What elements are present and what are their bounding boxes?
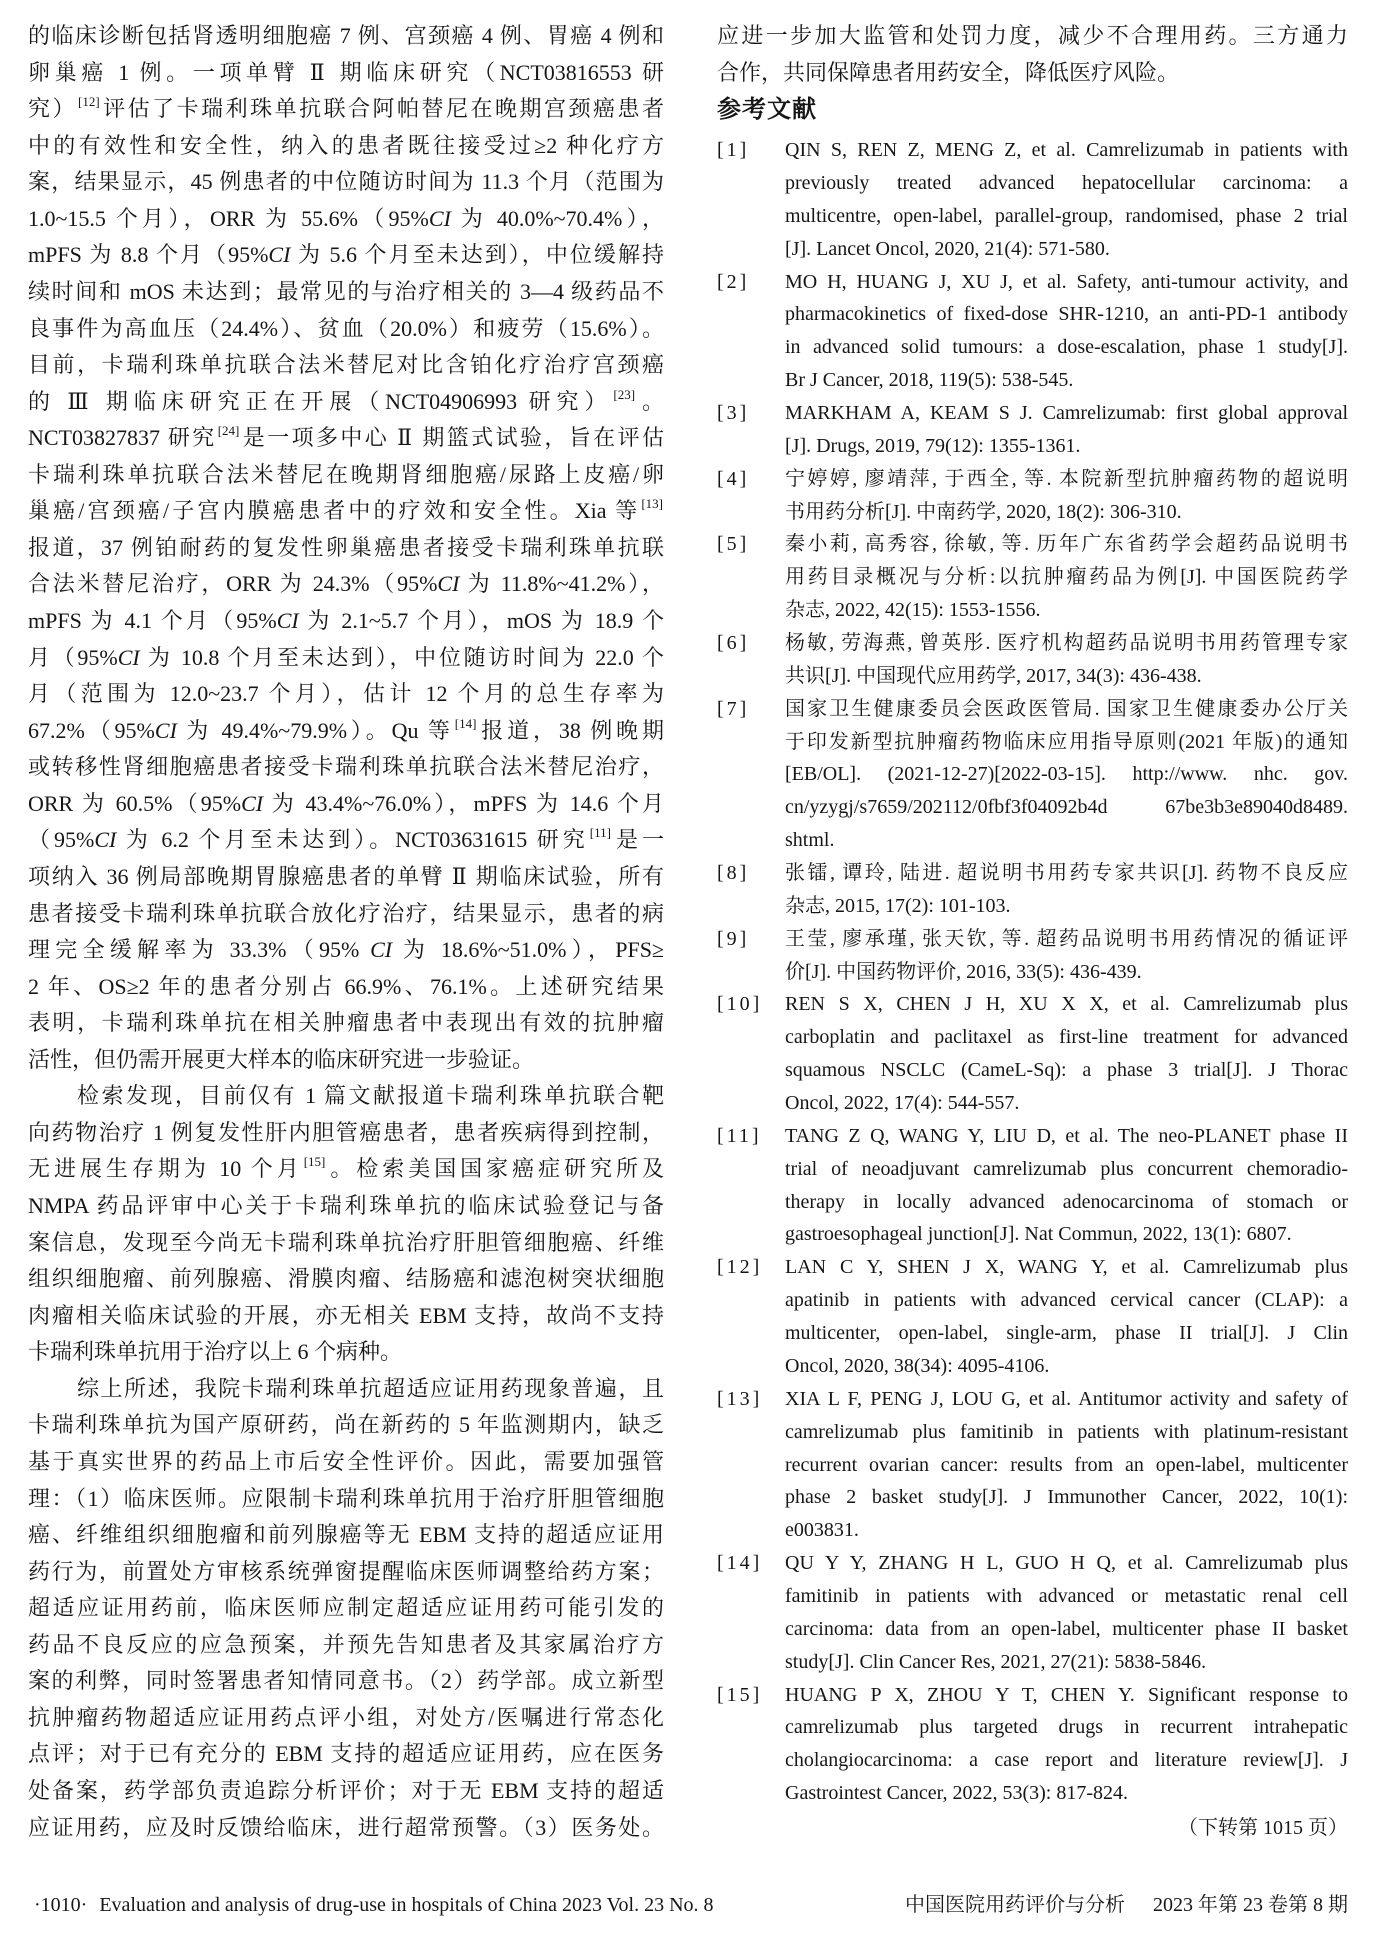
reference-line: squamous NSCLC (CameL-Sq): a phase 3 trial[J]. J Thorac [785,1059,1348,1082]
body-paragraph [28,1371,664,1846]
citation-superscript: [14] [454,715,477,731]
text-run: 究） [28,96,77,122]
text-line: 应证用药，应及时反馈给临床，进行超常预警。（3）医务处。 [28,1814,664,1840]
text-run: 。检索美国国家癌症研究所及 [326,1156,664,1182]
reference-number: [10] [717,993,763,1016]
text-line: 的临床诊断包括肾透明细胞癌 7 例、宫颈癌 4 例、胃癌 4 例和 [28,23,664,48]
reference-number: [7] [717,697,750,720]
text-run: 合法米替尼治疗，ORR 为 24.3%（95% [28,571,438,597]
text-line: 组织细胞瘤、前列腺癌、滑膜肉瘤、结肠癌和滤泡树突状细胞 [28,1266,664,1292]
reference-item [717,134,1348,265]
reference-line: TANG Z Q, WANG Y, LIU D, et al. The neo-PLANET phase II [785,1124,1348,1147]
reference-line: REN S X, CHEN J H, XU X X, et al. Camrelizumab plus [785,993,1348,1016]
reference-line: gastroesophageal junction[J]. Nat Commun, 2022, 13(1): 6807. [785,1223,1292,1246]
reference-number: [11] [717,1124,762,1147]
reference-number: [5] [717,533,750,556]
text-line: 良事件为高血压（24.4%）、贫血（20.0%）和疲劳（15.6%）。 [28,315,664,341]
text-line: 或转移性肾细胞癌患者接受卡瑞利珠单抗联合法米替尼治疗， [28,754,664,780]
text-line [28,603,664,640]
reference-line: [EB/OL]. (2021-12-27)[2022-03-15]. http://www. nhc. gov. [785,763,1348,786]
text-run: 67.2%（95% [28,717,155,743]
reference-number: [8] [717,862,750,885]
reference-item [717,693,1348,857]
body-paragraph [28,18,664,1078]
italic-term: CI [276,608,299,633]
text-line [28,493,664,530]
reference-line: 宁婷婷, 廖靖萍, 于西全, 等. 本院新型抗肿瘤药物的超说明 [785,467,1348,490]
text-run: 为 43.4%~76.0%），mPFS 为 14.6 个月 [263,790,665,816]
reference-number: [3] [717,402,750,424]
reference-list [717,134,1348,1810]
reference-line: carboplatin and paclitaxel as first-line treatment for advanced [785,1026,1348,1049]
text-line: 中的有效性和安全性，纳入的患者既往接受过≥2 种化疗方 [28,132,664,158]
text-run: 是一 [611,827,664,853]
text-line: 综上所述，我院卡瑞利珠单抗超适应证用药现象普遍，且 [77,1375,664,1401]
text-line [28,932,664,969]
reference-line: 秦小莉, 高秀容, 徐敏, 等. 历年广东省药学会超药品说明书 [785,533,1348,556]
text-line: 目前，卡瑞利珠单抗联合法米替尼对比含铂化疗治疗宫颈癌 [28,352,664,378]
reference-line: 价[J]. 中国药物评价, 2016, 33(5): 436-439. [785,960,1142,983]
reference-text [785,923,1348,989]
text-run: 报道，38 例晚期 [477,717,664,743]
text-line: 处备案，药学部负责追踪分析评价；对于无 EBM 支持的超适 [28,1778,664,1803]
reference-item [717,1120,1348,1251]
reference-line: 杂志, 2022, 42(15): 1553-1556. [785,599,1041,622]
text-run: 为 10.8 个月至未达到），中位随访时间为 22.0 个 [139,644,664,670]
reference-line: study[J]. Clin Cancer Res, 2021, 27(21): 5838-5846. [785,1650,1207,1673]
reference-number: [14] [717,1552,763,1575]
reference-line: camrelizumab plus targeted drugs in recurrent intrahepatic [785,1716,1348,1739]
text-line: 药行为，前置处方审核系统弹窗提醒临床医师调整给药方案； [28,1558,664,1584]
text-line [28,384,664,421]
italic-term: CI [268,242,291,268]
text-line: 卵巢癌 1 例。一项单臂 Ⅱ 期临床研究（NCT03816553 研 [28,59,664,85]
italic-term: CI [428,205,451,231]
reference-number: [12] [717,1256,763,1279]
reference-line: carcinoma: data from an open-label, multicenter phase II basket [785,1617,1348,1640]
reference-line: 用药目录概况与分析:以抗肿瘤药品为例[J]. 中国医院药学 [785,566,1348,589]
text-run: 巢癌/宫颈癌/子宫内膜癌患者中的疗效和安全性。Xia 等 [28,498,641,524]
journal-title-cn: 中国医院用药评价与分析 [905,1894,1125,1916]
italic-term: CI [437,571,460,597]
text-line: 案信息，发现至今尚无卡瑞利珠单抗治疗肝胆管细胞癌、纤维 [28,1229,664,1255]
reference-line: MO H, HUANG J, XU J, et al. Safety, anti-tumour activity, and [785,270,1348,293]
reference-line: Oncol, 2022, 17(4): 544-557. [785,1092,1020,1115]
text-line [28,91,664,128]
reference-text [785,463,1348,529]
reference-item [717,1251,1348,1382]
reference-line: famitinib in patients with advanced or metastatic renal cell [785,1584,1348,1607]
reference-item [717,1547,1348,1678]
reference-text [785,857,1348,923]
left-column [28,18,664,1846]
reference-text [785,693,1348,857]
citation-superscript: [11] [589,825,611,841]
text-run: 为 49.4%~79.9%）。Qu 等 [176,717,454,743]
text-line: 卡瑞利珠单抗联合法米替尼在晚期肾细胞癌/尿路上皮癌/卵 [28,461,664,487]
text-run: 为 5.6 个月至未达到），中位缓解持 [290,242,664,268]
text-run: 无进展生存期为 10 个月 [28,1156,303,1182]
issue-info: 2023 年第 23 卷第 8 期 [1153,1894,1348,1916]
text-run: mPFS 为 8.8 个月（95% [28,242,269,268]
text-line: 案的利弊，同时签署患者知情同意书。（2）药学部。成立新型 [28,1668,664,1694]
text-line: 向药物治疗 1 例复发性肝内胆管癌患者，患者疾病得到控制， [28,1119,664,1145]
text-line: 理：（1）临床医师。应限制卡瑞利珠单抗用于治疗肝胆管细胞 [28,1485,664,1511]
reference-item [717,397,1348,463]
text-run: 为 2.1~5.7 个月），mOS 为 18.9 个 [298,608,664,633]
reference-text [785,988,1348,1119]
text-run: ORR 为 60.5%（95% [28,790,242,816]
reference-line: [J]. Lancet Oncol, 2020, 21(4): 571-580. [785,237,1110,260]
text-line: 2 年、OS≥2 年的患者分别占 66.9%、76.1%。上述研究结果 [28,973,664,999]
reference-item [717,463,1348,529]
reference-line: XIA L F, PENG J, LOU G, et al. Antitumor activity and safety of [785,1387,1348,1410]
reference-line: shtml. [785,829,835,852]
reference-number: [4] [717,467,750,490]
text-line: 抗肿瘤药物超适应证用药点评小组，对处方/医嘱进行常态化 [28,1704,664,1730]
reference-line: therapy in locally advanced adenocarcinoma of stomach or [785,1190,1348,1213]
text-run: 月（95% [28,644,118,670]
text-run: 1.0~15.5 个月），ORR 为 55.6%（95% [28,205,429,231]
reference-item [717,988,1348,1119]
reference-line: Gastrointest Cancer, 2022, 53(3): 817-824. [785,1782,1129,1805]
reference-number: [13] [717,1387,763,1410]
italic-term: CI [241,790,264,816]
reference-text [785,1547,1348,1678]
text-line: 合作，共同保障患者用药安全，降低医疗风险。 [717,59,1180,85]
text-line [28,201,664,238]
continued-on-page-note: （下转第 1015 页） [1178,1816,1348,1839]
text-line: 活性，但仍需开展更大样本的临床研究进一步验证。 [28,1046,535,1072]
text-line [28,237,664,274]
reference-line: cn/yzygj/s7659/202112/0fbf3f04092b4d 67be3b3e89040d8489. [785,796,1348,819]
italic-term: CI [94,827,117,853]
italic-term: CI [154,717,177,743]
text-line: 点评；对于已有充分的 EBM 支持的超适应证用药，应在医务 [28,1741,664,1767]
text-run: 评估了卡瑞利珠单抗联合阿帕替尼在晚期宫颈癌患者 [100,96,664,122]
page-footer [34,1890,1348,1920]
text-line: 药品不良反应的应急预案，并预先告知患者及其家属治疗方 [28,1631,664,1657]
right-column [717,18,1348,1845]
reference-line: pharmacokinetics of fixed-dose SHR-1210, an anti-PD-1 antibody [785,303,1348,326]
reference-line: 共识[J]. 中国现代应用药学, 2017, 34(3): 436-438. [785,664,1202,687]
reference-number: [9] [717,927,750,950]
text-run: 理完全缓解率为 33.3%（95% [28,937,371,963]
reference-item [717,528,1348,627]
reference-line: 王莹, 廖承瑾, 张天钦, 等. 超药品说明书用药情况的循证评 [785,927,1348,950]
journal-title-en: Evaluation and analysis of drug-use in hospitals of China 2023 Vol. 23 No. 8 [99,1894,714,1916]
reference-line: LAN C Y, SHEN J X, WANG Y, et al. Camrelizumab plus [785,1256,1348,1279]
text-run: 。 [636,388,664,414]
reference-line: previously treated advanced hepatocellular carcinoma: a [785,171,1348,194]
reference-line: trial of neoadjuvant camrelizumab plus concurrent chemoradio- [785,1157,1348,1180]
reference-line: QU Y Y, ZHANG H L, GUO H Q, et al. Camrelizumab plus [785,1552,1348,1575]
text-line [28,566,664,603]
reference-text [785,266,1348,397]
text-line [28,786,664,823]
reference-number: [1] [717,139,750,162]
text-run: 为 40.0%~70.4%）， [450,205,664,231]
reference-line: cholangiocarcinoma: a case report and literature review[J]. J [785,1749,1348,1772]
reference-line: multicenter, open-label, single-arm, phase II trial[J]. J Clin [785,1322,1348,1345]
text-line: NMPA 药品评审中心关于卡瑞利珠单抗的临床试验登记与备 [28,1193,664,1218]
text-line: 超适应证用药前，临床医师应制定超适应证用药可能引发的 [28,1595,664,1621]
reference-text [785,528,1348,627]
reference-line: Br J Cancer, 2018, 119(5): 538-545. [785,369,1074,392]
reference-line: multicentre, open-label, parallel-group, randomised, phase 2 trial [785,204,1348,227]
text-line [28,822,664,859]
text-line: 项纳入 36 例局部晚期胃腺癌患者的单臂 Ⅱ 期临床试验，所有 [28,863,664,889]
references-heading: 参考文献 [717,95,817,124]
text-line: 月（范围为 12.0~23.7 个月），估计 12 个月的总生存率为 [28,681,664,707]
text-line: 表明，卡瑞利珠单抗在相关肿瘤患者中表现出有效的抗肿瘤 [28,1010,664,1036]
reference-line: in advanced solid tumours: a dose-escalation, phase 1 study[J]. [785,336,1348,359]
reference-line: 杨敏, 劳海燕, 曾英彤. 医疗机构超药品说明书用药管理专家 [785,632,1348,655]
reference-text [785,134,1348,265]
reference-line: 国家卫生健康委员会医政医管局. 国家卫生健康委办公厅关 [785,697,1348,720]
text-line: 检索发现，目前仅有 1 篇文献报道卡瑞利珠单抗联合靶 [77,1083,664,1109]
reference-item [717,1383,1348,1547]
citation-superscript: [24] [217,423,240,439]
reference-line: recurrent ovarian cancer: results from an open-label, multicenter [785,1453,1348,1476]
reference-number: [6] [717,632,750,655]
text-run: 是一项多中心 Ⅱ 期篮式试验，旨在评估 [240,425,664,451]
text-line: 癌、纤维组织细胞瘤和前列腺癌等无 EBM 支持的超适应证用 [28,1522,664,1548]
text-line: 卡瑞利珠单抗用于治疗以上 6 个病种。 [28,1339,403,1365]
text-line: 基于真实世界的药品上市后安全性评价。因此，需要加强管 [28,1448,664,1474]
reference-number: [2] [717,270,750,293]
text-line [28,420,664,457]
body-paragraph [28,1078,664,1371]
text-line: 续时间和 mOS 未达到；最常见的与治疗相关的 3—4 级药品不 [28,278,664,304]
reference-line: QIN S, REN Z, MENG Z, et al. Camrelizumab in patients with [785,139,1348,162]
reference-line: e003831. [785,1519,859,1542]
text-line: 应进一步加大监管和处罚力度，减少不合理用药。三方通力 [717,23,1348,48]
reference-item [717,266,1348,397]
paragraph-continuation [717,18,1348,91]
reference-text [785,1383,1348,1547]
citation-superscript: [12] [77,94,100,110]
text-run: NCT03827837 研究 [28,425,217,451]
citation-superscript: [13] [641,496,663,512]
reference-line: camrelizumab plus famitinib in patients with platinum-resistant [785,1420,1348,1443]
text-line: 患者接受卡瑞利珠单抗联合放化疗治疗，结果显示，患者的病 [28,900,664,926]
text-run: 的 Ⅲ 期临床研究正在开展（NCT04906993 研究） [28,388,613,414]
italic-term: CI [370,937,393,963]
text-line [28,640,664,677]
reference-line: phase 2 basket study[J]. J Immunother Cancer, 2022, 10(1): [785,1486,1348,1509]
text-run: 为 11.8%~41.2%）， [459,571,664,597]
text-line: 卡瑞利珠单抗为国产原研药，尚在新药的 5 年监测期内，缺乏 [28,1412,664,1438]
text-run: mPFS 为 4.1 个月（95% [28,608,277,633]
text-line [28,713,664,750]
citation-superscript: [15] [303,1154,326,1170]
reference-line: apatinib in patients with advanced cervical cancer (CLAP): a [785,1289,1348,1312]
text-run: 为 6.2 个月至未达到）。NCT03631615 研究 [116,827,589,853]
reference-number: [15] [717,1683,763,1706]
text-line: 报道，37 例铂耐药的复发性卵巢癌患者接受卡瑞利珠单抗联 [28,534,664,560]
reference-item [717,923,1348,989]
reference-line: HUANG P X, ZHOU Y T, CHEN Y. Significant response to [785,1683,1348,1706]
footer-right [905,1890,1348,1920]
reference-line: Oncol, 2020, 38(34): 4095-4106. [785,1354,1050,1377]
reference-item [717,1679,1348,1810]
text-run: （95% [28,827,95,853]
reference-text [785,397,1348,463]
text-line: 肉瘤相关临床试验的开展，亦无相关 EBM 支持，故尚不支持 [28,1302,664,1328]
page-number: ·1010· [34,1894,88,1916]
reference-item [717,627,1348,693]
reference-text [785,1679,1348,1810]
reference-line: 张镭, 谭玲, 陆进. 超说明书用药专家共识[J]. 药物不良反应 [785,862,1348,885]
reference-line: [J]. Drugs, 2019, 79(12): 1355-1361. [785,434,1081,457]
reference-text [785,1251,1348,1382]
reference-line: 杂志, 2015, 17(2): 101-103. [785,894,1011,917]
reference-line: 于印发新型抗肿瘤药物临床应用指导原则(2021 年版)的通知 [785,730,1348,753]
text-run: 为 18.6%~51.0%），PFS≥ [392,937,665,963]
citation-superscript: [23] [613,386,636,402]
text-line [28,1151,664,1188]
reference-line: 书用药分析[J]. 中南药学, 2020, 18(2): 306-310. [785,500,1182,523]
footer-left [34,1890,714,1920]
reference-line: MARKHAM A, KEAM S J. Camrelizumab: first global approval [785,402,1348,424]
text-line: 案，结果显示，45 例患者的中位随访时间为 11.3 个月（范围为 [28,169,664,195]
reference-text [785,1120,1348,1251]
reference-item [717,857,1348,923]
reference-text [785,627,1348,693]
italic-term: CI [117,644,140,670]
